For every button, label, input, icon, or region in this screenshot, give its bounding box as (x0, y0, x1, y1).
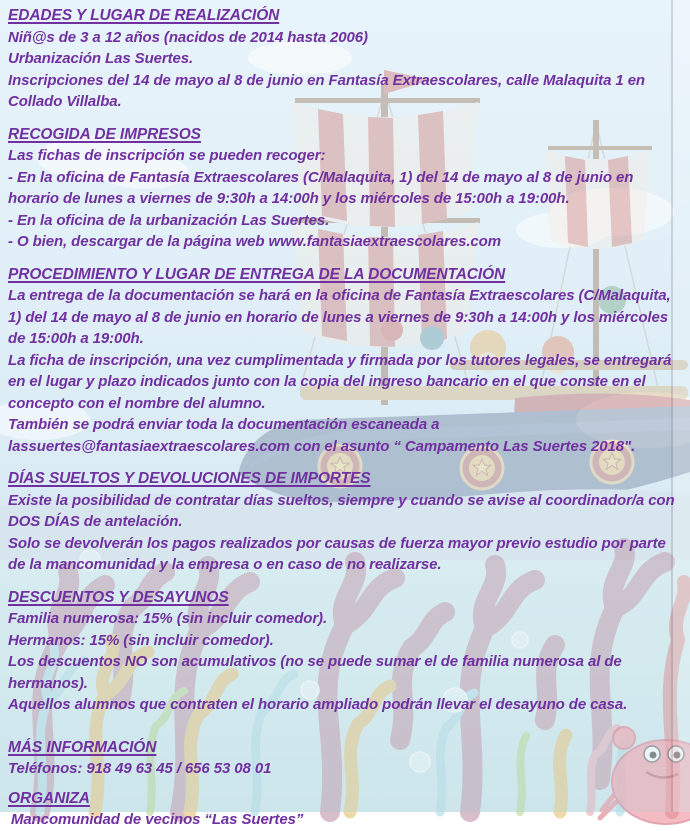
section-dias-sueltos (8, 468, 685, 576)
section-descuentos (8, 587, 685, 716)
paragraph: Familia numerosa: 15% (sin incluir comedor). (8, 610, 328, 627)
section-procedimiento (8, 264, 685, 458)
paragraph: La ficha de inscripción, una vez cumplimentada y firmada por los tutores legales, se entregará en el lugar y plazo indicados junto con la copia del ingreso bancario en el que conste en el concepto con el nombre del alumno. (8, 351, 672, 412)
paragraph: Niñ@s de 3 a 12 años (nacidos de 2014 hasta 2006) (8, 28, 368, 46)
paragraph: También se podrá enviar toda la documentación escaneada a lassuertes@fantasiaextraescolares.com con el asunto “ Campamento Las Suertes 2018". (8, 416, 636, 455)
heading-dias-sueltos: DÍAS SUELTOS Y DEVOLUCIONES DE IMPORTES (8, 470, 371, 487)
heading-organiza: ORGANIZA (8, 789, 90, 807)
paragraph: Hermanos: 15% (sin incluir comedor). (8, 631, 274, 649)
heading-procedimiento: PROCEDIMIENTO Y LUGAR DE ENTREGA DE LA DOCUMENTACIÓN (8, 265, 506, 283)
paragraph: Las fichas de inscripción se pueden recoger: (8, 147, 326, 164)
heading-descuentos: DESCUENTOS Y DESAYUNOS (8, 588, 229, 606)
paragraph: Inscripciones del 14 de mayo al 8 de junio en Fantasía Extraescolares, calle Malaquita 1 en Collado Villalba. (8, 71, 645, 110)
phone-numbers: Teléfonos: 918 49 63 45 / 656 53 08 01 (8, 760, 272, 777)
paragraph: Solo se devolverán los pagos realizados por causas de fuerza mayor previo estudio por parte de la mancomunidad y la empresa o en caso de no realizarse. (8, 534, 666, 573)
section-organiza (8, 788, 685, 831)
section-mas-informacion (8, 737, 685, 780)
paragraph: Los descuentos NO son acumulativos (no se puede sumar el de familia numerosa al de hermanos). (8, 653, 622, 692)
organizer-name: Mancomunidad de vecinos “Las Suertes” (11, 811, 304, 828)
heading-edades: EDADES Y LUGAR DE REALIZACIÓN (8, 7, 280, 24)
paragraph: Urbanización Las Suertes. (8, 50, 194, 67)
section-edades (8, 5, 685, 113)
paragraph: - O bien, descargar de la página web www.fantasiaextraescolares.com (8, 233, 501, 250)
paragraph: Existe la posibilidad de contratar días sueltos, siempre y cuando se avise al coordinador/a con DOS DÍAS de antelación. (8, 491, 675, 530)
paragraph: - En la oficina de Fantasía Extraescolares (C/Malaquita, 1) del 14 de mayo al 8 de junio en horario de lunes a viernes de 9:30h a 14:00h y los miércoles de 15:00h a 19:00h. (8, 168, 634, 207)
paragraph: La entrega de la documentación se hará en la oficina de Fantasía Extraescolares (C/Malaquita, 1) del 14 de mayo al 8 de junio en horario de lunes a viernes de 9:30h a 14:00h y los miércoles de 15:00h a 19:00h. (8, 287, 671, 347)
section-recogida (8, 124, 685, 253)
paragraph: - En la oficina de la urbanización Las Suertes. (8, 211, 330, 229)
heading-recogida: RECOGIDA DE IMPRESOS (8, 125, 201, 143)
paragraph: Aquellos alumnos que contraten el horario ampliado podrán llevar el desayuno de casa. (8, 696, 628, 713)
heading-mas-informacion: MÁS INFORMACIÓN (8, 738, 157, 756)
